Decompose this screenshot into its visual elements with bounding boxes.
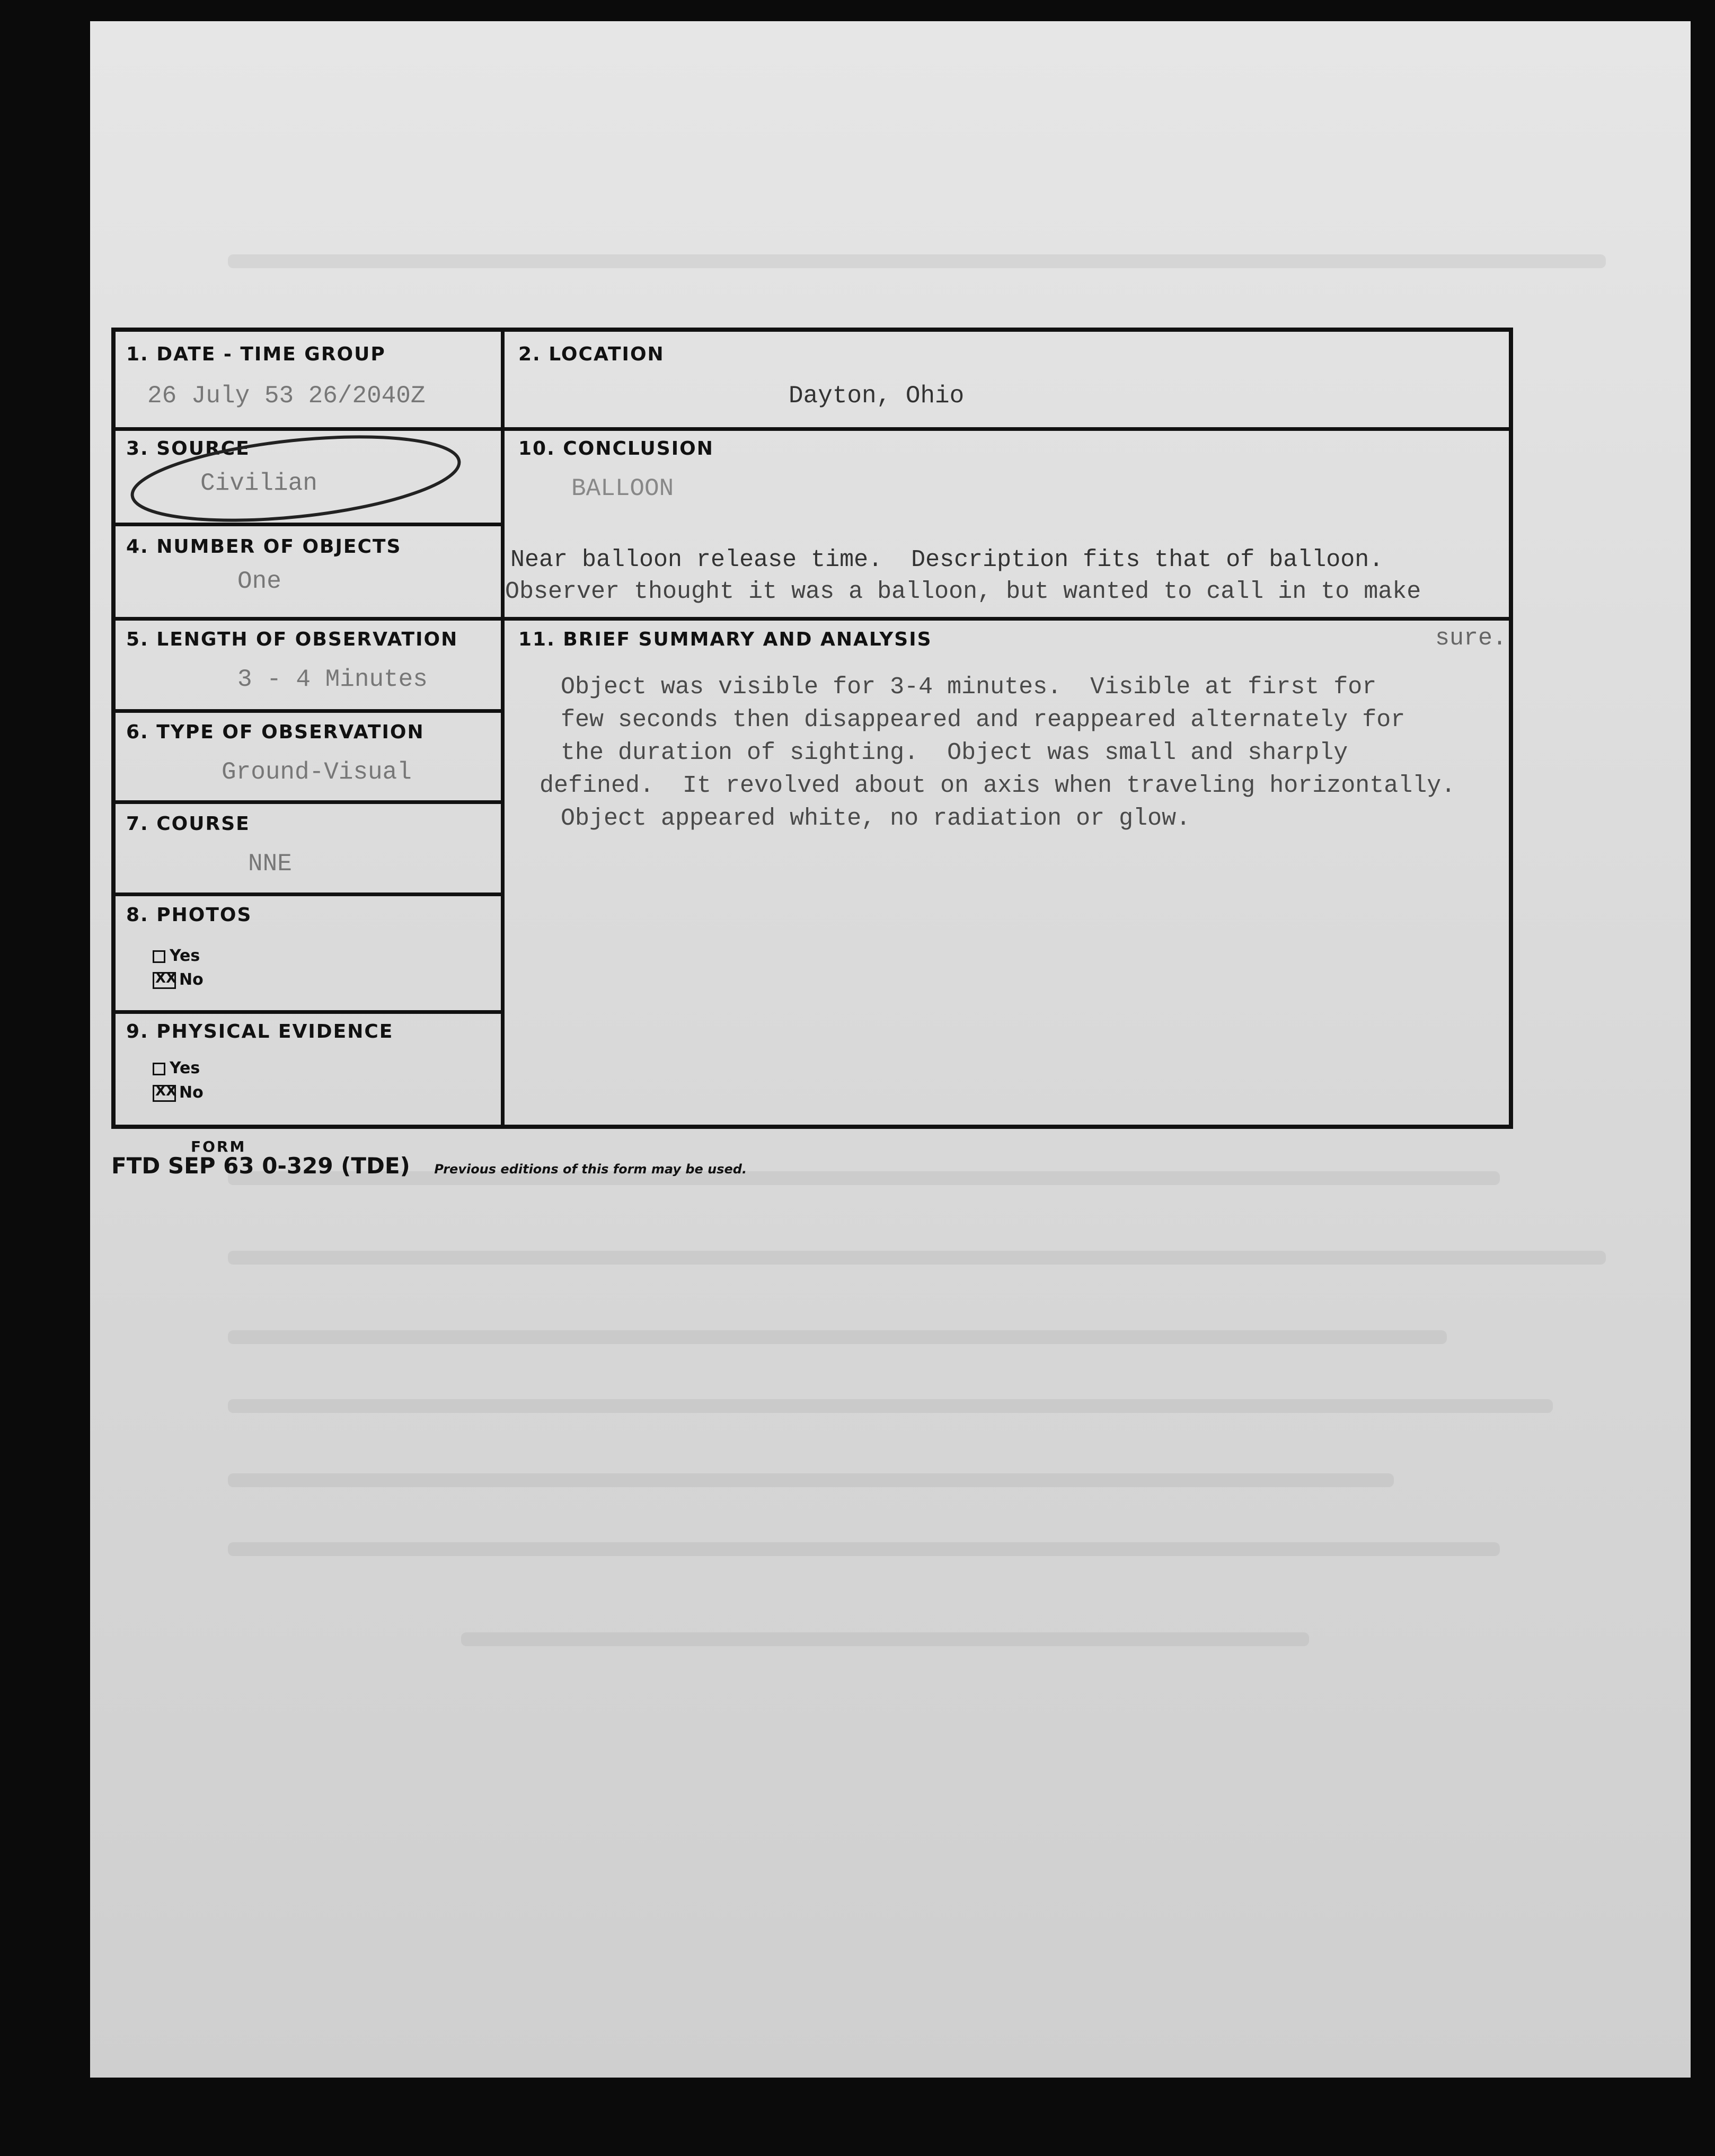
number-of-objects-label: 4. NUMBER OF OBJECTS xyxy=(126,536,402,558)
form-word: FORM xyxy=(191,1138,246,1155)
date-time-group-label: 1. DATE - TIME GROUP xyxy=(126,343,386,365)
source-value: Civilian xyxy=(200,470,317,497)
length-of-observation-label: 5. LENGTH OF OBSERVATION xyxy=(126,629,458,650)
bleed-through xyxy=(228,1473,1394,1487)
source-label: 3. SOURCE xyxy=(126,438,250,460)
conclusion-text-line: Near balloon release time. Description fits that of balloon. xyxy=(510,546,1384,573)
photos-yes-option: Yes xyxy=(153,947,200,965)
row-divider xyxy=(116,617,1509,621)
project-card-form xyxy=(111,328,1513,1129)
circled-annotation xyxy=(121,430,502,536)
form-footer xyxy=(111,1138,747,1179)
date-time-group-value: 26 July 53 26/2040Z xyxy=(147,382,426,410)
summary-text-line: the duration of sighting. Object was small and sharply xyxy=(561,739,1348,766)
bleed-through xyxy=(228,1542,1500,1556)
length-of-observation-value: 3 - 4 Minutes xyxy=(237,666,428,693)
summary-text-line: defined. It revolved about on axis when traveling horizontally. xyxy=(540,772,1456,799)
type-of-observation-value: Ground-Visual xyxy=(222,758,412,786)
summary-text-line: Object was visible for 3-4 minutes. Visible at first for xyxy=(561,674,1377,701)
bleed-through xyxy=(228,1251,1606,1265)
physical-evidence-yes-option: Yes xyxy=(153,1059,200,1077)
conclusion-text-line: sure. xyxy=(1435,625,1507,652)
course-value: NNE xyxy=(248,850,292,878)
number-of-objects-value: One xyxy=(237,568,281,595)
row-divider xyxy=(116,1010,501,1014)
physical-evidence-label: 9. PHYSICAL EVIDENCE xyxy=(126,1021,394,1042)
checkbox-icon xyxy=(153,950,165,963)
type-of-observation-label: 6. TYPE OF OBSERVATION xyxy=(126,721,425,743)
row-divider xyxy=(116,800,501,804)
row-divider xyxy=(116,709,501,713)
location-value: Dayton, Ohio xyxy=(789,382,965,410)
bleed-through xyxy=(228,1330,1447,1344)
course-label: 7. COURSE xyxy=(126,813,250,835)
photos-no-option: XXNo xyxy=(153,970,204,989)
conclusion-text-line: Observer thought it was a balloon, but wanted to call in to make xyxy=(505,578,1421,605)
checkbox-icon xyxy=(153,1063,165,1075)
bleed-through xyxy=(228,1399,1553,1413)
conclusion-value: BALLOON xyxy=(571,475,674,502)
document-page xyxy=(90,21,1691,2078)
checked-box-icon xyxy=(153,1085,176,1102)
summary-text-line: few seconds then disappeared and reappeared alternately for xyxy=(561,706,1405,734)
bleed-through xyxy=(461,1632,1309,1646)
bleed-through xyxy=(228,254,1606,268)
row-divider xyxy=(116,893,501,896)
summary-label: 11. BRIEF SUMMARY AND ANALYSIS xyxy=(518,629,932,650)
location-label: 2. LOCATION xyxy=(518,343,665,365)
conclusion-label: 10. CONCLUSION xyxy=(518,438,714,460)
photos-label: 8. PHOTOS xyxy=(126,904,252,926)
physical-evidence-no-option: XXNo xyxy=(153,1083,204,1102)
previous-editions-note: Previous editions of this form may be used. xyxy=(434,1162,747,1177)
summary-text-line: Object appeared white, no radiation or glow. xyxy=(561,805,1191,832)
form-number: FTD SEP 63 0-329 (TDE) xyxy=(111,1153,410,1179)
checked-box-icon xyxy=(153,972,176,989)
